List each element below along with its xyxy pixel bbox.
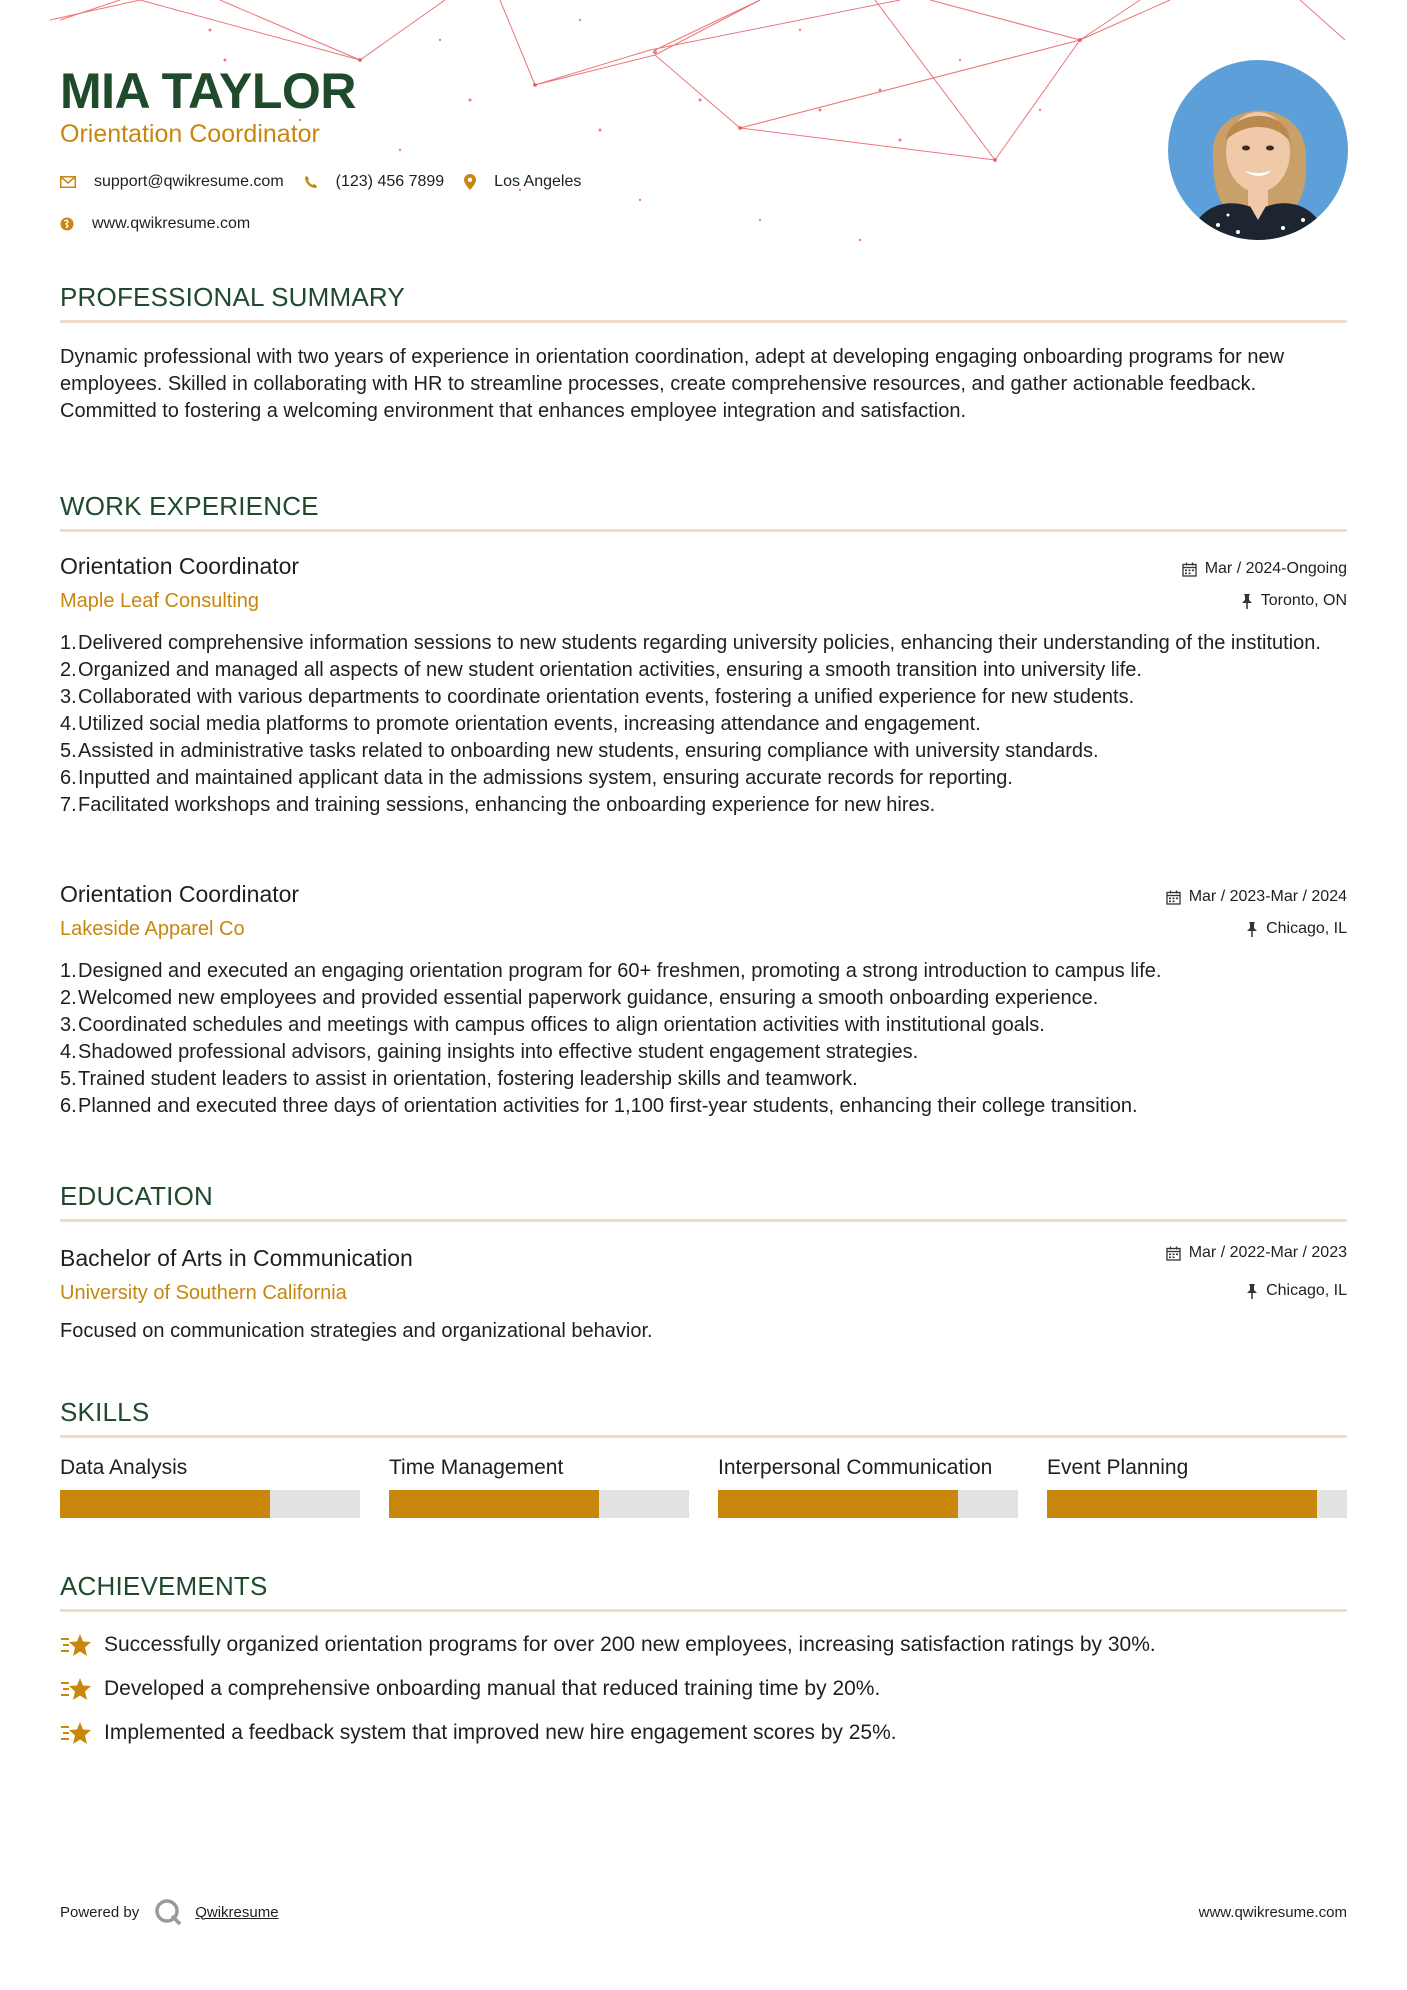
achievement-text: Successfully organized orientation programs for over 200 new employees, increasing satisfaction ratings by 30%. [104, 1633, 1156, 1656]
education-location-text: Chicago, IL [1266, 1282, 1347, 1299]
section-title-skills: SKILLS [60, 1397, 150, 1427]
calendar-icon [1166, 1246, 1181, 1261]
skill-name: Interpersonal Communication [718, 1456, 993, 1479]
job-location-text: Chicago, IL [1266, 920, 1347, 937]
section-title-education: EDUCATION [60, 1181, 213, 1211]
job-dates [1182, 560, 1347, 578]
contact-website[interactable] [60, 215, 250, 233]
list-item: 5. Trained student leaders to assist in orientation, fostering leadership skills and teamwork. [60, 1068, 858, 1090]
brand-link[interactable]: Qwikresume [195, 1903, 279, 1921]
calendar-icon [1166, 890, 1181, 905]
skill-level-fill [60, 1490, 270, 1518]
pushpin-icon [1241, 594, 1253, 609]
skill-level-bar [389, 1490, 689, 1518]
skill-level-bar [1047, 1490, 1347, 1518]
job-dates [1166, 888, 1347, 906]
skill-level-bar [718, 1490, 1018, 1518]
achievement-text: Developed a comprehensive onboarding manual that reduced training time by 20%. [104, 1677, 881, 1700]
contact-phone[interactable] [304, 173, 445, 191]
education-location [1246, 1282, 1347, 1300]
section-divider [60, 529, 1347, 532]
pushpin-icon [1246, 922, 1258, 937]
list-item: 2. Welcomed new employees and provided essential paperwork guidance, ensuring a smooth onboarding experience. [60, 987, 1099, 1009]
list-item: 7. Facilitated workshops and training sessions, enhancing the onboarding experience for new hires. [60, 794, 936, 816]
job-title: Orientation Coordinator [60, 553, 300, 579]
skill-name: Event Planning [1047, 1456, 1189, 1479]
skill-level-fill [1047, 1490, 1317, 1518]
job-dates-text: Mar / 2024-Ongoing [1204, 560, 1347, 577]
education-dates [1166, 1244, 1347, 1262]
education-dates-text: Mar / 2022-Mar / 2023 [1188, 1244, 1347, 1261]
section-title-summary: PROFESSIONAL SUMMARY [60, 282, 405, 312]
powered-by-label: Powered by [60, 1903, 140, 1921]
section-title-achievements: ACHIEVEMENTS [60, 1571, 268, 1601]
envelope-icon [60, 176, 76, 188]
star-icon [60, 1632, 92, 1658]
section-divider [60, 1609, 1347, 1612]
job-company: Maple Leaf Consulting [60, 590, 260, 612]
achievement-text: Implemented a feedback system that improved new hire engagement scores by 25%. [104, 1721, 897, 1744]
skill-level-fill [718, 1490, 958, 1518]
location-text: Los Angeles [494, 173, 582, 190]
calendar-icon [1182, 562, 1197, 577]
list-item: 2. Organized and managed all aspects of new student orientation activities, ensuring a smooth transition into university life. [60, 659, 1142, 681]
achievement-item [60, 1632, 1156, 1658]
contact-row-website [60, 215, 270, 233]
job-company: Lakeside Apparel Co [60, 918, 245, 940]
job-title: Orientation Coordinator [60, 881, 300, 907]
phone-text: (123) 456 7899 [335, 173, 445, 190]
list-item: 1. Delivered comprehensive information sessions to new students regarding university policies, enhancing their understanding of the institution. [60, 632, 1321, 654]
contact-email[interactable] [60, 173, 284, 191]
skills-grid [60, 1456, 1347, 1518]
list-item: 3. Collaborated with various departments to coordinate orientation events, fostering a unified experience for new students. [60, 686, 1135, 708]
achievement-item [60, 1676, 880, 1702]
education-school: University of Southern California [60, 1282, 347, 1304]
skill-level-bar [60, 1490, 360, 1518]
skill-name: Time Management [389, 1456, 564, 1479]
job-location [1246, 920, 1347, 938]
section-divider [60, 1219, 1347, 1222]
star-icon [60, 1676, 92, 1702]
skill-item [389, 1456, 689, 1518]
profile-photo [1168, 60, 1348, 240]
footer-powered-by [60, 1897, 279, 1927]
skill-item [60, 1456, 360, 1518]
list-item: 1. Designed and executed an engaging orientation program for 60+ freshmen, promoting a strong introduction to campus life. [60, 960, 1162, 982]
skill-item [718, 1456, 1018, 1518]
achievement-item [60, 1720, 897, 1746]
education-degree: Bachelor of Arts in Communication [60, 1245, 413, 1271]
map-pin-icon [464, 174, 476, 190]
summary-text: Dynamic professional with two years of experience in orientation coordination, adept at developing engaging onboarding programs for new employees. Skilled in collaborating with HR to streamline processes, create comprehensive resources, and gather actionable feedback. Committed to fostering a welcoming environment that enhances employee integration and satisfaction. [60, 346, 1285, 422]
skill-level-fill [389, 1490, 599, 1518]
section-divider [60, 320, 1347, 323]
list-item: 4. Shadowed professional advisors, gaining insights into effective student engagement strategies. [60, 1041, 919, 1063]
job-location-text: Toronto, ON [1260, 592, 1347, 609]
skill-name: Data Analysis [60, 1456, 188, 1479]
globe-icon [60, 217, 74, 231]
job-bullet-list [60, 958, 1347, 1120]
pushpin-icon [1246, 1284, 1258, 1299]
job-dates-text: Mar / 2023-Mar / 2024 [1188, 888, 1347, 905]
job-bullet-list [60, 630, 1347, 819]
list-item: 6. Inputted and maintained applicant data in the admissions system, ensuring accurate records for reporting. [60, 767, 1013, 789]
job-location [1241, 592, 1347, 610]
contact-row [60, 173, 601, 191]
star-icon [60, 1720, 92, 1746]
qwikresume-logo-icon [153, 1897, 183, 1927]
email-text: support@qwikresume.com [94, 173, 284, 190]
skill-item [1047, 1456, 1347, 1518]
contact-location [464, 173, 581, 191]
candidate-name: MIA TAYLOR [60, 63, 356, 119]
website-text: www.qwikresume.com [92, 215, 251, 232]
section-divider [60, 1435, 1347, 1438]
education-description: Focused on communication strategies and organizational behavior. [60, 1320, 653, 1342]
list-item: 4. Utilized social media platforms to promote orientation events, increasing attendance and engagement. [60, 713, 981, 735]
footer-website-link[interactable]: www.qwikresume.com [1198, 1904, 1347, 1921]
list-item: 5. Assisted in administrative tasks related to onboarding new students, ensuring compliance with university standards. [60, 740, 1099, 762]
list-item: 6. Planned and executed three days of orientation activities for 1,100 first-year students, enhancing their college transition. [60, 1095, 1138, 1117]
list-item: 3. Coordinated schedules and meetings with campus offices to align orientation activities with institutional goals. [60, 1014, 1045, 1036]
section-title-experience: WORK EXPERIENCE [60, 491, 319, 521]
phone-icon [304, 175, 318, 189]
candidate-role: Orientation Coordinator [60, 120, 320, 148]
